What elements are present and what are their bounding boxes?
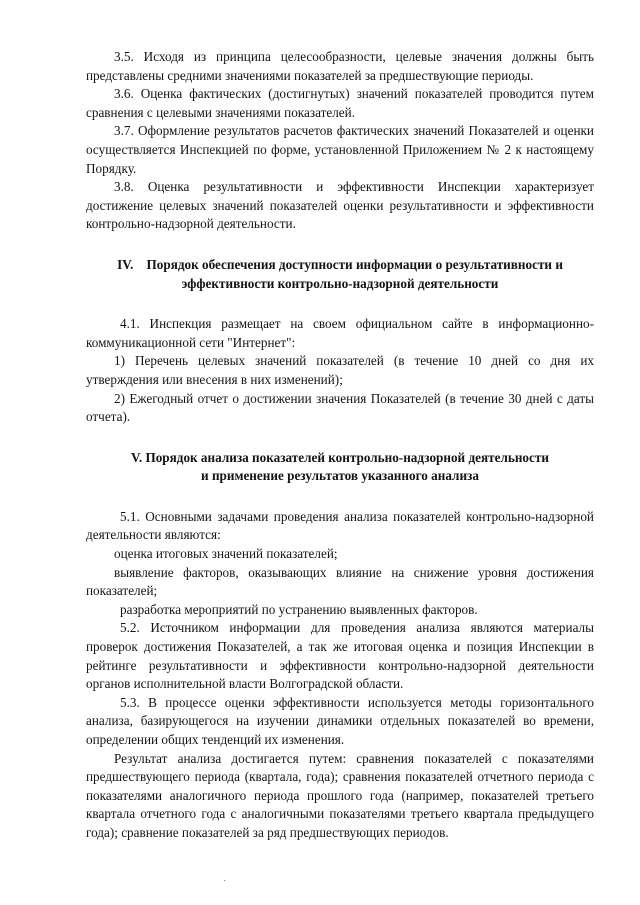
paragraph-3-6: 3.6. Оценка фактических (достигнутых) значений показателей проводится путем сравнения с целевыми значениями показателей. [86, 86, 594, 120]
paragraph-3-7: 3.7. Оформление результатов расчетов фактических значений Показателей и оценки осуществляется Инспекцией по форме, установленной Приложением № 2 к настоящему Порядку. [86, 123, 594, 176]
paragraph-5-3-result: Результат анализа достигается путем: сравнения показателей с показателями предшествующего периода (квартала, года); сравнения показателей отчетного периода с показателями аналогичного периода прошлого года (например, показателей третьего квартала отчетного года с аналогичными показателями третьего квартала предыдущего года); сравнение показателей за ряд предшествующих периодов. [86, 750, 594, 840]
list-item-5-1-1: оценка итоговых значений показателей; [114, 546, 338, 562]
document-page [86, 48, 594, 843]
paragraph-3-8: 3.8. Оценка результативности и эффективности Инспекции характеризует достижение целевых значений показателей оценки результативности и эффективности контрольно-надзорной деятельности. [86, 179, 594, 232]
list-item-4-1-1: 1) Перечень целевых значений показателей (в течение 10 дней со дня их утверждения или внесения в них изменений); [86, 353, 594, 387]
list-item-5-1-3: разработка мероприятий по устранению выявленных факторов. [120, 601, 478, 617]
paragraph-5-1: 5.1. Основными задачами проведения анализа показателей контрольно-надзорной деятельности являются: [86, 508, 594, 543]
section-5-heading: V. Порядок анализа показателей контрольно-надзорной деятельности и применение результатов указанного анализа [131, 449, 549, 484]
paragraph-5-2: 5.2. Источником информации для проведения анализа являются материалы проверок достижения Показателей, а так же итоговая оценка и позиция Инспекции в рейтинге результативности и эффективности контрольно-надзорной деятельности органов исполнительной власти Волгоградской области. [86, 620, 594, 692]
list-item-5-1-2: выявление факторов, оказывающих влияние на снижение уровня достижения показателей; [86, 564, 594, 599]
list-item-4-1-2: 2) Ежегодный отчет о достижении значения Показателей (в течение 30 дней с даты отчета). [86, 390, 594, 425]
paragraph-5-3: 5.3. В процессе оценки эффективности используется методы горизонтального анализа, базирующегося на изучении динамики отдельных показателей во времени, определении общих тенденций их изменения. [86, 694, 594, 747]
paragraph-3-5: 3.5. Исходя из принципа целесообразности, целевые значения должны быть представлены средними значениями показателей за предшествующие периоды. [86, 49, 594, 83]
paragraph-4-1: 4.1. Инспекция размещает на своем официальном сайте в информационно-коммуникационной сети "Интернет": [86, 316, 594, 350]
section-4-heading: IV. Порядок обеспечения доступности информации о результативности и эффективности контрольно-надзорной деятельности [117, 256, 567, 291]
scan-speck [224, 880, 225, 881]
